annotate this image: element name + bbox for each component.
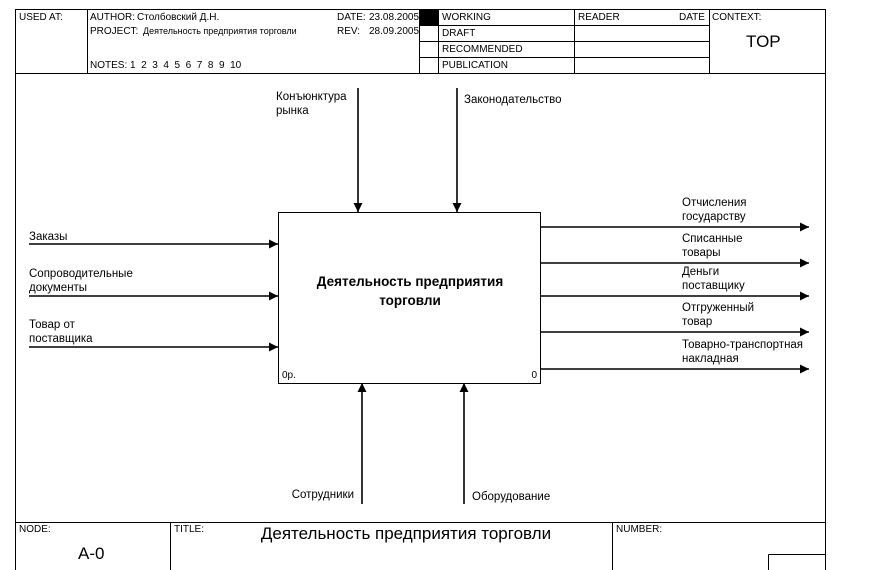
output-label-waybill-1: Товарно-транспортная bbox=[682, 339, 804, 351]
status-working: WORKING bbox=[442, 12, 491, 23]
footer-title: Деятельность предприятия торговли bbox=[260, 524, 552, 543]
activity-cost: 0р. bbox=[282, 370, 296, 381]
output-label-shipped-goods-1: Отгруженный bbox=[682, 302, 755, 314]
output-label-supplier-money-2: поставщику bbox=[682, 280, 745, 292]
control-label-legislation: Законодательство bbox=[464, 94, 562, 106]
number-label: NUMBER: bbox=[616, 524, 663, 535]
status-working-marker bbox=[420, 10, 438, 25]
title-label: TITLE: bbox=[174, 524, 205, 535]
input-label-goods-1: Товар от bbox=[29, 319, 75, 331]
context-label: CONTEXT: bbox=[712, 12, 762, 23]
project-value: Деятельность предприятия торговли bbox=[143, 26, 297, 36]
output-label-supplier-money-1: Деньги bbox=[682, 266, 720, 278]
notes-label: NOTES: bbox=[90, 60, 128, 71]
output-label-waybill-2: накладная bbox=[682, 353, 739, 365]
used-at-label: USED AT: bbox=[19, 12, 63, 23]
node-value: А-0 bbox=[78, 544, 105, 563]
input-label-documents-2: документы bbox=[29, 282, 88, 294]
context-value: TOP bbox=[746, 32, 781, 51]
mechanism-label-staff: Сотрудники bbox=[291, 489, 354, 501]
input-label-documents-1: Сопроводительные bbox=[29, 268, 133, 280]
node-label: NODE: bbox=[19, 524, 51, 535]
output-label-taxes-2: государству bbox=[682, 211, 746, 223]
input-label-goods-2: поставщика bbox=[29, 333, 93, 345]
output-label-written-off-1: Списанные bbox=[682, 233, 743, 245]
date-value: 23.08.2005 bbox=[369, 12, 420, 23]
author-label: AUTHOR: bbox=[90, 12, 135, 23]
activity-title-line1: Деятельность предприятия bbox=[316, 274, 504, 289]
activity-title-line2: торговли bbox=[379, 293, 441, 308]
rev-value: 28.09.2005 bbox=[369, 26, 420, 37]
activity-number: 0 bbox=[531, 370, 537, 381]
control-label-market-2: рынка bbox=[276, 105, 309, 117]
output-label-written-off-2: товары bbox=[682, 247, 721, 259]
control-label-market-1: Конъюнктура bbox=[276, 91, 347, 103]
rev-label: REV: bbox=[337, 26, 360, 37]
output-label-taxes-1: Отчисления bbox=[682, 197, 747, 209]
status-draft: DRAFT bbox=[442, 28, 476, 39]
reader-date-label: DATE bbox=[679, 12, 705, 23]
input-label-orders: Заказы bbox=[29, 231, 68, 243]
status-recommended: RECOMMENDED bbox=[442, 44, 523, 55]
date-label: DATE: bbox=[337, 12, 366, 23]
mechanism-label-equipment: Оборудование bbox=[472, 491, 551, 503]
output-label-shipped-goods-2: товар bbox=[682, 316, 713, 328]
author-value: Столбовский Д.Н. bbox=[137, 12, 220, 23]
notes-value: 1 2 3 4 5 6 7 8 9 10 bbox=[130, 60, 242, 71]
status-publication: PUBLICATION bbox=[442, 60, 508, 71]
reader-label: READER bbox=[578, 12, 620, 23]
project-label: PROJECT: bbox=[90, 26, 139, 37]
